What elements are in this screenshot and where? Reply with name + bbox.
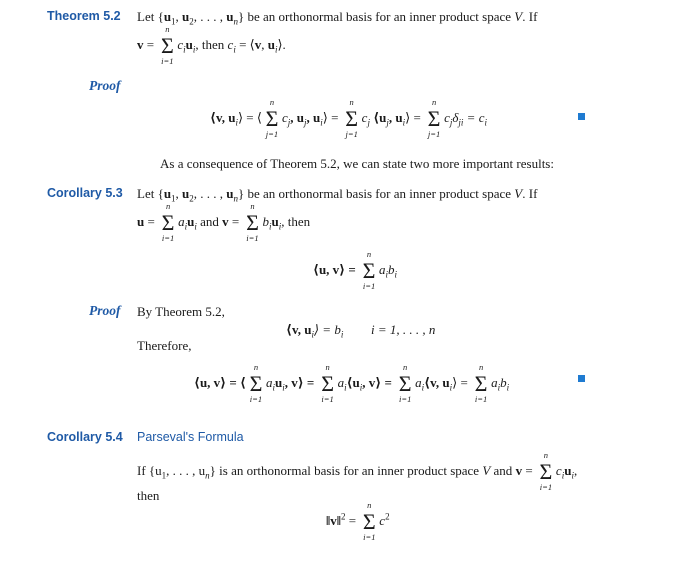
qed-square [578, 375, 585, 382]
qed-square [578, 113, 585, 120]
sum-symbol: n Σ i=1 [160, 24, 174, 66]
consequence-text: As a consequence of Theorem 5.2, we can state two more important results: [160, 156, 554, 171]
proof2-label: Proof [89, 303, 121, 318]
theorem-label: Theorem 5.2 [47, 9, 121, 23]
corollary53-result: ⟨u, v⟩ = n Σ i=1 $a_ib_i$ [313, 249, 398, 291]
proof2-chain: ⟨u, v⟩ = ⟨ n Σ i=1 $a_iu_i$, v⟩ = n Σ i=1 $a_i⟨u_i$, v⟩ = n Σ i=1 $a_i⟨v$, $u_i⟩$ = n Σ i=1 $a_ib_i$ [194, 362, 510, 404]
corollary54-title: Parseval's Formula [137, 430, 244, 444]
parseval-formula: ‖v‖$^2$ = n Σ i=1 $c^2$ [326, 500, 390, 542]
proof2-eq1: ⟨v, $u_i⟩ = b_i$ [286, 322, 344, 340]
corollary54-label: Corollary 5.4 [47, 430, 123, 444]
corollary54-line1: If {$u_1$, . . . , $u_n$} is an orthonormal basis for an inner product space V and v = n Σ i=1 $c_iu_i$, [137, 450, 578, 492]
proof1-equation: ⟨v, $u_i⟩$ = ⟨ n Σ j=1 $c_j$, $u_j$, $u_i⟩$ = n Σ j=1 $c_j$ $⟨u_j$, $u_i⟩$ = n Σ j=1 $c_j\delta_{ji} = c_i$ [210, 97, 487, 139]
proof2-by: By Theorem 5.2, [137, 304, 225, 319]
corollary53-line1: Let {$u_1$, $u_2$, . . . , $u_n$} be an orthonormal basis for an inner product space V. If [137, 186, 538, 204]
proof2-range: i = 1, . . . , n [371, 322, 436, 337]
proof2-therefore: Therefore, [137, 338, 192, 353]
corollary53-line2: u = n Σ i=1 $a_iu_i$ and v = n Σ i=1 $b_iu_i$, then [137, 201, 311, 243]
theorem-line1: Let {$u_1$, $u_2$, . . . , $u_n$} be an orthonormal basis for an inner product space V. If [137, 9, 538, 27]
corollary53-label: Corollary 5.3 [47, 186, 123, 200]
corollary54-then: then [137, 488, 160, 503]
theorem-line2: v = n Σ i=1 $c_iu_i$, then $c_i$ = ⟨v, $u_i⟩$. [137, 24, 286, 66]
proof1-label: Proof [89, 78, 121, 93]
